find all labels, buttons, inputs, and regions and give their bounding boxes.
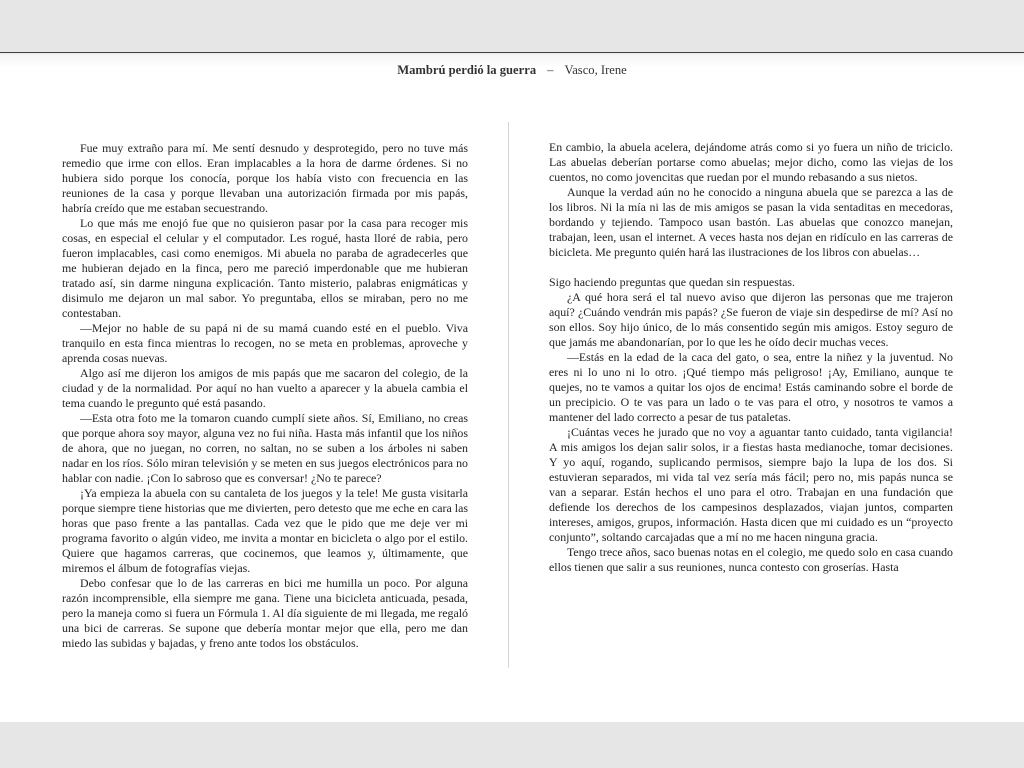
paragraph: —Estás en la edad de la caca del gato, o sea, entre la niñez y la juventud. No eres ni lo uno ni lo otro. ¡Qué tiempo más peligroso! ¡Ay, Emiliano, aunque te quejes, no te vamos a quitar los ojos de encima! Estás caminando sobre el borde de un precipicio. O te vas para un lado o te vas para el otro, y nosotros te vamos a mantener del lado correcto a pesar de tus pataletas. bbox=[549, 350, 953, 424]
paragraph: En cambio, la abuela acelera, dejándome atrás como si yo fuera un niño de triciclo. Las abuelas deberían portarse como abuelas; mejor dicho, como las viejas de los cuentos, no como jovencitas que ruedan por el mundo rebasando a sus nietos. bbox=[549, 140, 953, 184]
header-separator: – bbox=[547, 63, 554, 77]
paragraph: Lo que más me enojó fue que no quisieron pasar por la casa para recoger mis cosas, en especial el celular y el computador. Les rogué, hasta lloré de rabia, pero fueron implacables, casi como enemigos. Mi abuela no paraba de agradecerles que me hubieran dejado en la finca, pero me pareció imperdonable que me hubieran tratado así, sin darme ninguna explicación. Tanto misterio, palabras enigmáticas y disimulo me dejaron un mal sabor. Yo preguntaba, ellos se miraban, pero no me contestaban. bbox=[62, 216, 468, 320]
paragraph: ¡Cuántas veces he jurado que no voy a aguantar tanto cuidado, tanta vigilancia! A mis amigos los dejan salir solos, ir a fiestas hasta medianoche, tomar decisiones. Y yo aquí, rogando, suplicando permisos, siempre bajo la lupa de los dos. Si estuvieran separados, mi vida tal vez sería más fácil; pero no, mis papás nunca se van a separar. Están hechos el uno para el otro. Trabajan en una fundación que defiende los derechos de los campesinos desplazados, viajan juntos, comparten intereses, amigos, grupos, información. Hasta dicen que mi cuidado es un “proyecto conjunto”, soltando carcajadas que a mí no me hacen ninguna gracia. bbox=[549, 425, 953, 544]
paragraph: Sigo haciendo preguntas que quedan sin respuestas. bbox=[549, 275, 796, 289]
paragraph: Algo así me dijeron los amigos de mis papás que me sacaron del colegio, de la ciudad y de la normalidad. Por aquí no han vuelto a aparecer y la abuela cambia el tema cuando le pregunto qué está pasando. bbox=[62, 366, 468, 410]
book-page-spread bbox=[0, 54, 1024, 722]
reader-top-bar bbox=[0, 0, 1024, 53]
paragraph: —Mejor no hable de su papá ni de su mamá cuando esté en el pueblo. Viva tranquilo en esta finca mientras lo recogen, no se meta en problemas, aproveche y aprenda cosas nuevas. bbox=[62, 321, 468, 365]
paragraph: ¿A qué hora será el tal nuevo aviso que dijeron las personas que me trajeron aquí? ¿Cuándo vendrán mis papás? ¿Se fueron de viaje sin despedirse de mí? Así no son ellos. Soy hijo único, de lo más consentido según mis amigos. Estoy seguro de que jamás me abandonarían, por lo que les he oído decir muchas veces. bbox=[549, 290, 953, 349]
left-page-text bbox=[62, 141, 468, 651]
paragraph: Tengo trece años, saco buenas notas en el colegio, me quedo solo en casa cuando ellos tienen que salir a sus reuniones, nunca contesto con groserías. Hasta bbox=[549, 545, 953, 574]
paragraph: —Esta otra foto me la tomaron cuando cumplí siete años. Sí, Emiliano, no creas que porque ahora soy mayor, alguna vez no fui niña. Hasta más infantil que los niños de ahora, que no juegan, no corren, no saltan, no se suben a los árboles ni saben nadar en los ríos. Sólo miran televisión y se meten en sus juegos electrónicos para no hablar con nadie. ¡Con lo sabroso que es conversar! ¿No te parece? bbox=[62, 411, 468, 485]
right-page-text bbox=[549, 140, 953, 575]
paragraph: ¡Ya empieza la abuela con su cantaleta de los juegos y la tele! Me gusta visitarla porque siempre tiene historias que me divierten, pero detesto que me eche en cara las horas que paso frente a las pantallas. Cada vez que le pido que me deje ver mi programa favorito o algún video, me invita a montar en bicicleta o algo por el estilo. Quiere que hagamos carreras, que cocinemos, que leamos y, últimamente, que miremos el álbum de fotografías viejas. bbox=[62, 486, 468, 575]
book-title: Mambrú perdió la guerra bbox=[397, 63, 537, 77]
paragraph: Fue muy extraño para mí. Me sentí desnudo y desprotegido, pero no tuve más remedio que irme con ellos. Eran implacables a la hora de darme órdenes. Si no hubiera sido porque los conocía, porque los había visto con frecuencia en las reuniones de la casa y porque llevaban una autorización firmada por mis papás, habría creído que me estaban secuestrando. bbox=[62, 141, 468, 215]
book-author: Vasco, Irene bbox=[564, 63, 627, 77]
running-header bbox=[0, 63, 1024, 78]
paragraph: Aunque la verdad aún no he conocido a ninguna abuela que se parezca a las de los libros. Ni la mía ni las de mis amigos se pasan la vida sentaditas en mecedoras, bordando y tejiendo. Tampoco usan bastón. Las abuelas que conozco manejan, trabajan, leen, usan el internet. A veces hasta nos dejan en ridículo en las carreras de bicicleta. Me pregunto quién hará las ilustraciones de los libros con abuelas… bbox=[549, 185, 953, 259]
reader-bottom-bar bbox=[0, 722, 1024, 768]
paragraph: Debo confesar que lo de las carreras en bici me humilla un poco. Por alguna razón incomprensible, ella siempre me gana. Tiene una bicicleta anticuada, pesada, pero la maneja como si fuera un Fórmula 1. Al día siguiente de mi llegada, me regaló una bici de carreras. Se supone que debería montar mejor que ella, pero me dan miedo las subidas y bajadas, y freno ante todos los obstáculos. bbox=[62, 576, 468, 650]
page-gutter bbox=[508, 122, 509, 668]
